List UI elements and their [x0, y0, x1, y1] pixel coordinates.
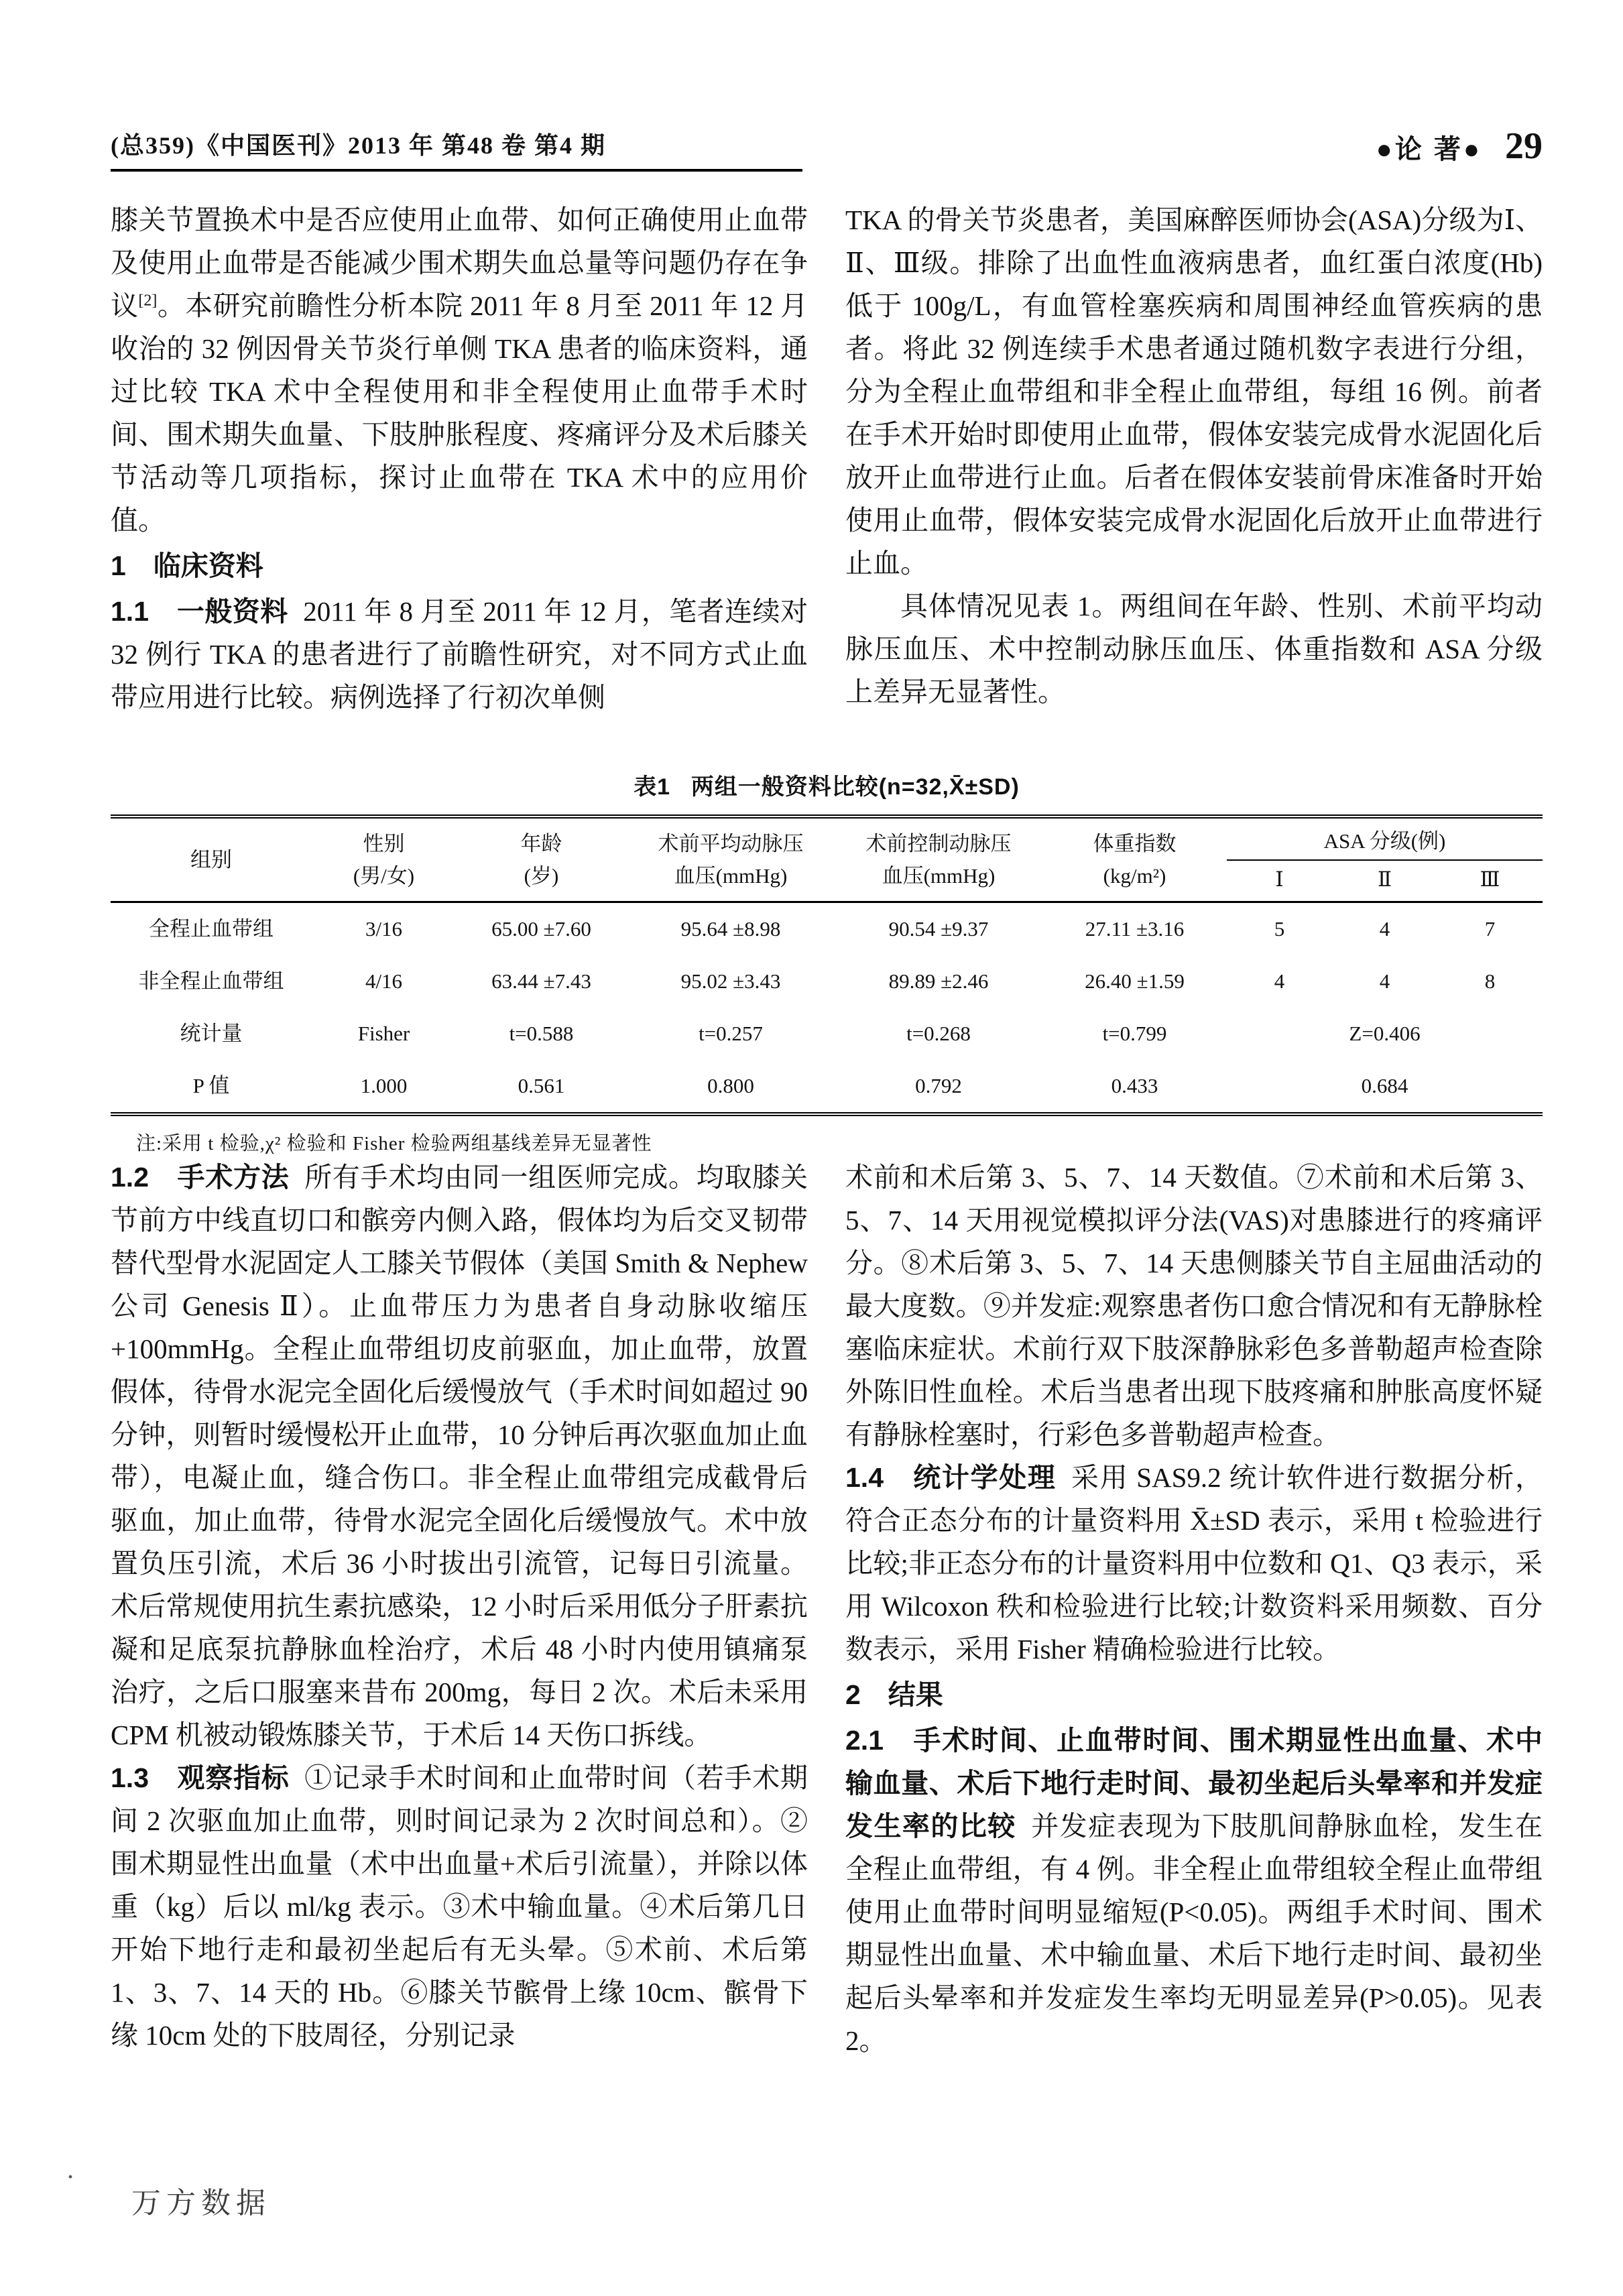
section-heading-clinical-data: 1 临床资料 [111, 550, 263, 581]
right-column-bottom [845, 1156, 1543, 2062]
cell-value: t=0.588 [509, 1022, 574, 1045]
cell-value: 8 [1484, 969, 1496, 993]
col-header-asa-3: Ⅲ [1480, 867, 1500, 891]
cell-value: 4 [1274, 969, 1285, 993]
journal-citation: (总359)《中国医刊》2013 年 第48 卷 第4 期 [111, 127, 802, 172]
cell-value: 90.54 ±9.37 [888, 917, 989, 941]
cell-row-label: P 值 [192, 1074, 230, 1097]
table-1-title [111, 768, 1543, 801]
cell-value: 4/16 [365, 969, 403, 993]
subsection-label-1-4: 1.4 统计学处理 [845, 1462, 1057, 1493]
subsection-label-2-1: 2.1 手术时间、止血带时间、围术期显性出血量、术中输血量、术后下地行走时间、最初坐起后头晕率和并发症发生率的比较 [845, 1725, 1543, 1841]
page-number: 29 [1505, 125, 1543, 167]
paragraph-table-reference: 具体情况见表 1。两组间在年龄、性别、术前平均动脉压血压、术中控制动脉压血压、体重指数和 ASA 分级上差异无显著性。 [845, 591, 1543, 707]
subsection-text-1-4: 采用 SAS9.2 统计软件进行数据分析，符合正态分布的计量资料用 X̄±SD 表示，采用 t 检验进行比较;非正态分布的计量资料用中位数和 Q1、Q3 表示，采用 Wilcoxon 秩和检验进行比较;计数资料采用频数、百分数表示，采用 Fisher 精确检验进行比较。 [845, 1462, 1543, 1665]
subsection-label-1-1: 1.1 一般资料 [111, 596, 288, 627]
subsection-text-2-1: 并发症表现为下肢肌间静脉血栓，发生在全程止血带组，有 4 例。非全程止血带组较全程止血带组使用止血带时间明显缩短(P<0.05)。两组手术时间、围术期显性出血量、术中输血量、术后下地行走时间、最初坐起后头晕率和并发症发生率均无明显差异(P>0.05)。见表 2。 [845, 1811, 1543, 2056]
subsection-text-1-2: 所有手术均由同一组医师完成。均取膝关节前方中线直切口和髌旁内侧入路，假体均为后交叉韧带替代型骨水泥固定人工膝关节假体（美国 Smith & Nephew 公司 Genesis Ⅱ）。止血带压力为患者自身动脉收缩压+100mmHg。全程止血带组切皮前驱血，加止血带，放置假体，待骨水泥完全固化后缓慢放气（手术时间如超过 90 分钟，则暂时缓慢松开止血带，10 分钟后再次驱血加止血带），电凝止血，缝合伤口。非全程止血带组完成截骨后驱血，加止血带，待骨水泥完全固化后缓慢放气。术中放置负压引流，术后 36 小时拔出引流管，记每日引流量。术后常规使用抗生素抗感染，12 小时后采用低分子肝素抗凝和足底泵抗静脉血栓治疗，术后 48 小时内使用镇痛泵治疗，之后口服塞来昔布 200mg，每日 2 次。术后未采用 CPM 机被动锻炼膝关节，于术后 14 天伤口拆线。 [111, 1162, 808, 1750]
running-head [111, 125, 1543, 172]
intro-paragraph [111, 198, 808, 542]
paragraph-general-data [111, 590, 808, 719]
intro-text-rest: 。本研究前瞻性分析本院 2011 年 8 月至 2011 年 12 月收治的 32 例因骨关节炎行单侧 TKA 患者的临床资料，通过比较 TKA 术中全程使用和非全程使用止血带手术时间、围术期失血量、下肢肿胀程度、疼痛评分及术后膝关节活动等几项指标，探讨止血带在 TKA 术中的应用价值。 [111, 290, 808, 536]
col-header-asa-2: Ⅱ [1377, 867, 1392, 891]
paragraph-indicators-continued: 术前和术后第 3、5、7、14 天数值。⑦术前和术后第 3、5、7、14 天用视觉模拟评分法(VAS)对患膝进行的疼痛评分。⑧术后第 3、5、7、14 天患侧膝关节自主屈曲活动的最大度数。⑨并发症:观察患者伤口愈合情况和有无静脉栓塞临床症状。术前行双下肢深静脉彩色多普勒超声检查除外陈旧性血栓。术后当患者出现下肢疼痛和肿胀高度怀疑有静脉栓塞时，行彩色多普勒超声检查。 [845, 1162, 1543, 1450]
col-header-bmi: 体重指数 (kg/m²) [1093, 831, 1177, 888]
col-header-preop-map: 术前平均动脉压 血压(mmHg) [658, 831, 804, 888]
right-column-top [845, 198, 1543, 719]
stray-mark: . [67, 2154, 74, 2184]
table-1-label: 表1 [634, 774, 671, 800]
cell-value: 0.684 [1361, 1074, 1408, 1097]
table-row-statistic [111, 1008, 1543, 1060]
subsection-text-1-3: ①记录手术时间和止血带时间（若手术期间 2 次驱血加止血带，则时间记录为 2 次时间总和）。②围术期显性出血量（术中出血量+术后引流量），并除以体重（kg）后以 ml/kg 表示。③术中输血量。④术后第几日开始下地行走和最初坐起后有无头晕。⑤术前、术后第 1、3、7、14 天的 Hb。⑥膝关节髌骨上缘 10cm、髌骨下缘 10cm 处的下肢周径，分别记录 [111, 1762, 808, 2051]
cell-value: 4 [1379, 917, 1390, 941]
table-row-partial-tourniquet [111, 955, 1543, 1008]
col-header-group: 组别 [190, 847, 232, 871]
paragraph-surgical-method [111, 1156, 808, 1756]
cell-value: 5 [1274, 917, 1285, 941]
table-row-p-value [111, 1060, 1543, 1114]
cell-row-label: 统计量 [180, 1022, 243, 1045]
cell-value: 95.02 ±3.43 [680, 969, 781, 993]
body-columns-bottom [111, 1156, 1543, 2062]
section-heading-results: 2 结果 [845, 1679, 943, 1710]
body-columns-top [111, 198, 1543, 719]
cell-value: t=0.268 [906, 1022, 971, 1045]
table-row-full-tourniquet [111, 902, 1543, 956]
paragraph-grouping: TKA 的骨关节炎患者，美国麻醉医师协会(ASA)分级为Ⅰ、Ⅱ、Ⅲ级。排除了出血性血液病患者，血红蛋白浓度(Hb)低于 100g/L，有血管栓塞疾病和周围神经血管疾病的患者。将此 32 例连续手术患者通过随机数字表进行分组，分为全程止血带组和非全程止血带组，每组 16 例。前者在手术开始时即使用止血带，假体安装完成骨水泥固化后放开止血带进行止血。后者在假体安装前骨床准备时开始使用止血带，假体安装完成骨水泥固化后放开止血带进行止血。 [845, 204, 1543, 579]
reference-superscript: [2] [138, 292, 158, 310]
cell-value: 0.800 [707, 1074, 754, 1097]
cell-value: 95.64 ±8.98 [680, 917, 781, 941]
cell-value: Z=0.406 [1349, 1022, 1421, 1045]
watermark-wanfang: 万方数据 [131, 2187, 271, 2220]
table-1 [111, 814, 1543, 1116]
paragraph-observed-indicators [111, 1756, 808, 2057]
cell-value: t=0.799 [1102, 1022, 1167, 1045]
cell-value: 7 [1484, 917, 1496, 941]
cell-value: 4 [1379, 969, 1390, 993]
subsection-label-1-3: 1.3 观察指标 [111, 1762, 290, 1793]
subsection-label-1-2: 1.2 手术方法 [111, 1162, 290, 1193]
table-1-caption: 两组一般资料比较(n=32,X̄±SD) [690, 774, 1020, 800]
cell-value: 27.11 ±3.16 [1085, 917, 1185, 941]
cell-value: 63.44 ±7.43 [491, 969, 591, 993]
col-header-age: 年龄 (岁) [520, 831, 562, 888]
left-column-top [111, 198, 808, 719]
table-1-block [111, 768, 1543, 1156]
cell-value: 26.40 ±1.59 [1085, 969, 1185, 993]
left-column-bottom [111, 1156, 808, 2062]
col-header-controlled-map: 术前控制动脉压 血压(mmHg) [865, 831, 1012, 888]
cell-value: 1.000 [360, 1074, 408, 1097]
paragraph-results-comparison [845, 1719, 1543, 2062]
article-type-and-page [1376, 125, 1543, 172]
col-header-asa: ASA 分级(例) [1227, 817, 1543, 860]
cell-value: 3/16 [365, 917, 403, 941]
cell-group-name: 非全程止血带组 [138, 969, 284, 993]
col-header-sex: 性别 (男/女) [353, 831, 415, 888]
subsection-text-1-1: 2011 年 8 月至 2011 年 12 月，笔者连续对 32 例行 TKA 的患者进行了前瞻性研究，对不同方式止血带应用进行比较。病例选择了行初次单侧 [111, 596, 808, 713]
cell-group-name: 全程止血带组 [149, 917, 274, 941]
cell-value: 0.433 [1111, 1074, 1158, 1097]
article-type-label: ●论 著● [1376, 134, 1482, 164]
cell-value: 89.89 ±2.46 [888, 969, 989, 993]
cell-value: 0.561 [518, 1074, 565, 1097]
cell-value: 65.00 ±7.60 [491, 917, 591, 941]
table-1-header [111, 817, 1543, 902]
intro-text: 膝关节置换术中是否应使用止血带、如何正确使用止血带及使用止血带是否能减少围术期失血总量等问题仍存在争议 [111, 204, 808, 321]
cell-value: 0.792 [915, 1074, 962, 1097]
cell-value: Fisher [357, 1022, 410, 1045]
cell-value: t=0.257 [699, 1022, 763, 1045]
paragraph-statistics [845, 1456, 1543, 1671]
table-1-footnote: 注:采用 t 检验,χ² 检验和 Fisher 检验两组基线差异无显著性 [136, 1133, 652, 1154]
col-header-asa-1: Ⅰ [1275, 867, 1284, 891]
